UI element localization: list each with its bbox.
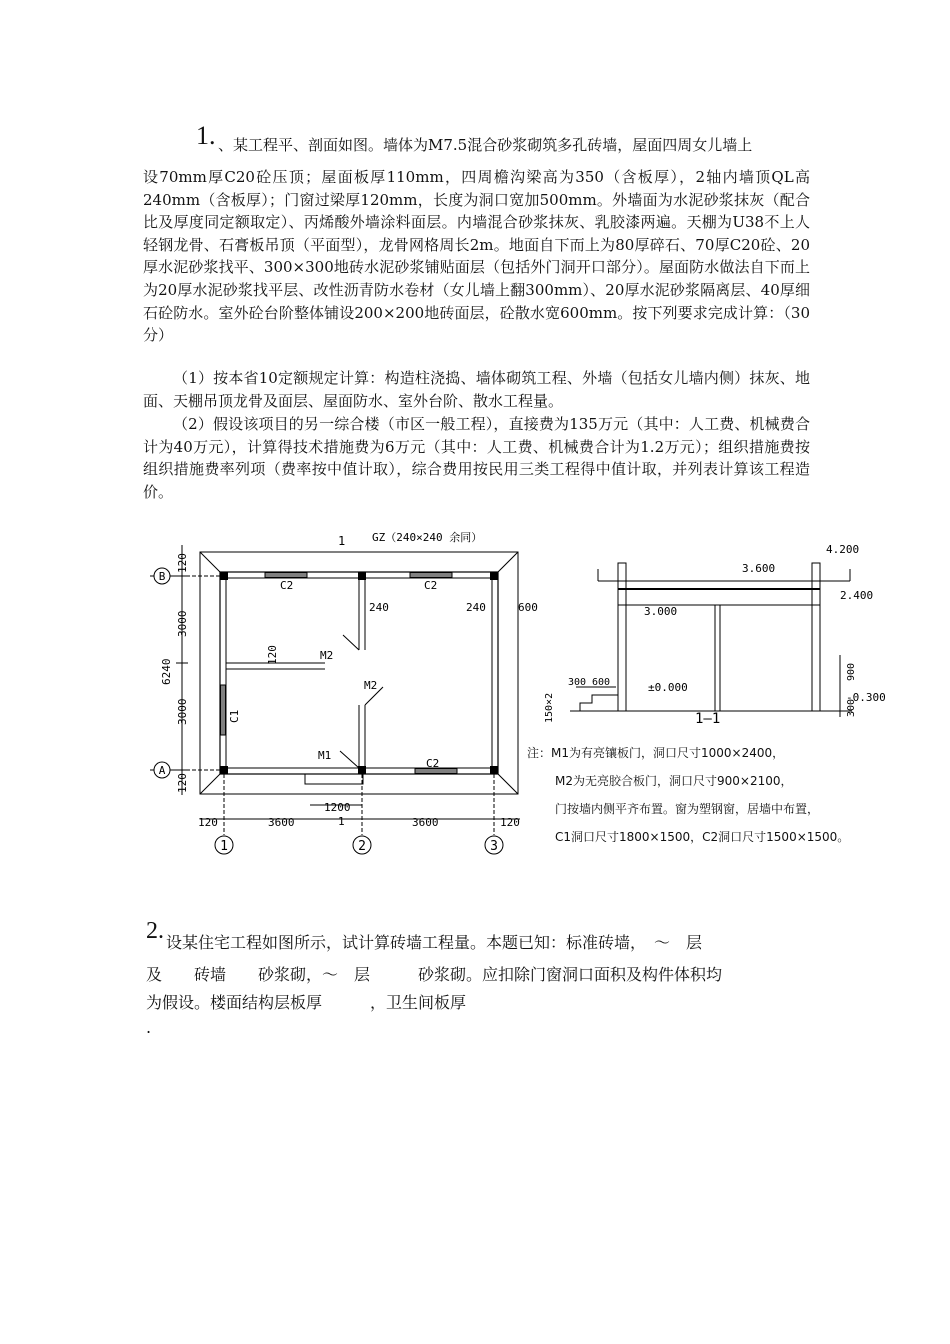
- dim-section-300: 300: [568, 677, 587, 688]
- dim-120-inner: 120: [266, 645, 279, 665]
- dim-3600-a: 3600: [268, 816, 295, 829]
- window-c2-c: C2: [426, 757, 440, 770]
- dim-120-right: 120: [500, 816, 520, 829]
- dim-300-vertical: 300: [846, 698, 857, 717]
- question-1-body: 设70mm厚C20砼压顶；屋面板厚110mm，四周檐沟梁高为350（含板厚），2轴内墙顶QL高240mm（含板厚）；门窗过梁厚120mm，长度为洞口宽加500mm。外墙面为水泥砂浆抹灰（配合比及厚度同定额取定）、丙烯酸外墙涂料面层。内墙混合砂浆抹灰、乳胶漆两遍。天棚为U38不上人轻钢龙骨、石膏板吊顶（平面型），龙骨网格周长2m。地面自下而上为80厚碎石、70厚C20砼、20厚水泥砂浆找平、300×300地砖水泥砂浆铺贴面层（包括外门洞开口部分）。屋面防水做法自下而上为20厚水泥砂浆找平层、改性沥青防水卷材（女儿墙上翻300mm）、20厚水泥砂浆隔离层、40厚细石砼防水。室外砼台阶整体铺设200×200地砖面层，砼散水宽600mm。按下列要求完成计算：（30分）: [143, 168, 810, 345]
- question-1-sub2: （2）假设该项目的另一综合楼（市区一般工程），直接费为135万元（其中：人工费、机械费合计为40万元），计算得技术措施费为6万元（其中：人工费、机械费合计为1.2万元）；组织措施费按组织措施费率列项（费率按中值计取），综合费用按民用三类工程得中值计取，并列表计算该工程造价。: [143, 415, 810, 501]
- note-line-4: C1洞口尺寸1800×1500，C2洞口尺寸1500×1500。: [555, 830, 850, 844]
- door-m2-b: M2: [364, 679, 378, 692]
- door-m2-a: M2: [320, 649, 334, 662]
- note-line-3: 门按墙内侧平齐布置。窗为塑钢窗，居墙中布置，: [555, 802, 820, 816]
- section-mark-bottom: 1: [338, 815, 345, 828]
- elev-3600: 3.600: [742, 562, 776, 575]
- gz-label: GZ（240×240 余同）: [372, 531, 483, 544]
- dim-3000-top: 3000: [176, 610, 189, 637]
- elev-0000: ±0.000: [648, 681, 688, 694]
- dim-150x2: 150×2: [544, 692, 555, 723]
- question-1-lead: 、某工程平、剖面如图。墙体为M7.5混合砂浆砌筑多孔砖墙，屋面四周女儿墙上: [218, 136, 753, 154]
- dim-120-bottom: 120: [176, 773, 189, 793]
- dim-section-600: 600: [592, 677, 611, 688]
- question-2-line-1: 设某住宅工程如图所示，试计算砖墙工程量。本题已知：标准砖墙， ～ 层: [166, 933, 703, 952]
- dim-240-a: 240: [369, 601, 389, 614]
- window-c2-b: C2: [424, 579, 438, 592]
- axis-b-label: B: [158, 570, 166, 583]
- note-line-1: 注：M1为有亮镶板门，洞口尺寸1000×2400，: [527, 746, 785, 760]
- question-2-line-2: 及 砖墙 砂浆砌，～ 层 砂浆砌。应扣除门窗洞口面积及构件体积均: [146, 965, 723, 984]
- elev-2400: 2.400: [840, 589, 874, 602]
- dim-3600-b: 3600: [412, 816, 439, 829]
- question-1-sub1: （1）按本省10定额规定计算：构造柱浇捣、墙体砌筑工程、外墙（包括女儿墙内侧）抹灰、地面、天棚吊顶龙骨及面层、屋面防水、室外台阶、散水工程量。: [143, 369, 810, 410]
- question-2-number: 2.: [146, 918, 164, 944]
- section-mark-top: 1: [338, 534, 346, 548]
- dim-120-left: 120: [198, 816, 218, 829]
- dim-900: 900: [846, 662, 857, 681]
- section-title: 1—1: [695, 711, 721, 727]
- door-m1: M1: [318, 749, 332, 762]
- dim-3000-bottom: 3000: [176, 698, 189, 725]
- axis-1-label: 1: [220, 839, 228, 854]
- note-line-2: M2为无亮胶合板门，洞口尺寸900×2100，: [555, 774, 793, 788]
- dim-6240: 6240: [160, 658, 173, 685]
- section-1-1: [570, 563, 852, 717]
- axis-2-label: 2: [358, 839, 366, 854]
- question-2-tail: .: [146, 1018, 152, 1037]
- dim-1200: 1200: [324, 801, 351, 814]
- window-c1: C1: [228, 709, 241, 723]
- question-2-line-3: 为假设。楼面结构层板厚 ，卫生间板厚: [146, 993, 467, 1012]
- elev-4200: 4.200: [826, 543, 860, 556]
- question-1-number: 1.: [196, 121, 216, 150]
- axis-a-label: A: [158, 764, 166, 777]
- dim-240-b: 240: [466, 601, 486, 614]
- elev-minus-0300: -0.300: [846, 691, 886, 704]
- window-c2-a: C2: [280, 579, 294, 592]
- elev-3000: 3.000: [644, 605, 678, 618]
- dim-120-top: 120: [176, 553, 189, 573]
- axis-3-label: 3: [490, 839, 498, 854]
- dim-600: 600: [518, 601, 538, 614]
